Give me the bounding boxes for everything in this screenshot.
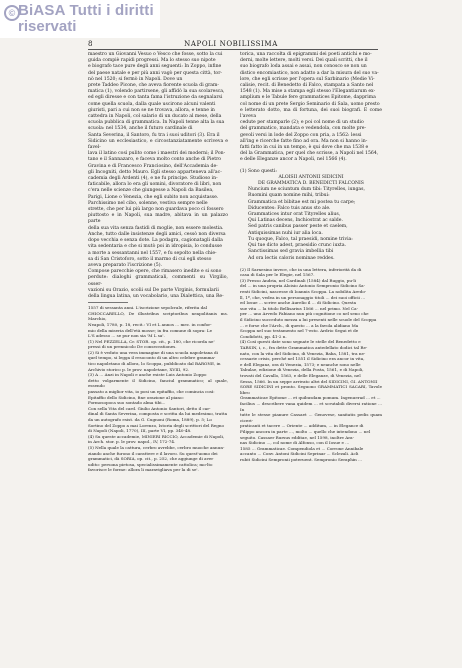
verse-line: Grammatica et bibitae est mi postea tu carpe; xyxy=(248,199,356,205)
text-line: giuristi, pari a cui non se ne trovava, allora, e tenne in xyxy=(88,107,215,113)
text-line: calisie, recit. di Benedetto di Falco, stampata a Santo nel xyxy=(240,83,374,89)
text-line: del grammatico, mandata e vedendola, con molte pre- xyxy=(240,126,366,132)
left-column xyxy=(88,52,228,473)
footnote-line: seguito. Cassaer Rursus edditae, nel 1598, inoltre Ara- xyxy=(240,434,354,440)
footnote-line: tutte le stesse pianure Cassaet ... Genovese, sanitatis pedis quam ciceri- xyxy=(240,412,382,423)
footnote-line: (5) Nella quale la cattura, cerbro avrebbe, cerbro muoche annun- xyxy=(88,444,225,450)
verse-line: Tu quoque, Falco, tal praesidi, nomine trivia: xyxy=(248,236,353,242)
footnote-line: Archivio storico p. le prov. napoletane, XVIII, 92. xyxy=(88,366,190,372)
text-line: gli Incogniti, detto Mauro. Egli stesso apparteneva all'ac- xyxy=(88,169,222,175)
footnote-line: Sortino del Zoppo a mai Lorenzo, Istoria degli scrittori del Regno xyxy=(88,422,224,428)
text-line: Compose parecchie opere, che rimasero inedite e si sono xyxy=(88,269,222,275)
footnote-line: Sessa, 1566. In un seppe arrivato altri del SIDICINI, GI. ANTONII xyxy=(240,378,378,384)
verse-line: Qui tue dicto adest, praesidio crunc iuxta. xyxy=(248,243,347,249)
right-column-body xyxy=(240,52,382,164)
footnote-line: (4) Su queste accademie, MINIERI RICCIO, Accademie di Napoli, xyxy=(88,433,225,439)
verse-line: Sanctissimas sed gravia imbellia tibi xyxy=(248,249,334,255)
left-column-body xyxy=(88,52,228,300)
text-line: Gravina e di Francesco Franciosino, dell'Accademia de- xyxy=(88,163,218,169)
text-line: cattedra in Napoli, col salario di un ducato al mese, della xyxy=(88,114,222,120)
text-line: aveva preparato l'iscrizione (5). xyxy=(88,262,162,268)
footnote-line: in Arch. stor. p. le prov. napol., IV, 172-74. xyxy=(88,439,176,445)
text-line: strette, che per lui più largo non guardava poco ci fossero xyxy=(88,207,224,213)
text-line: cademia degli Ardenti (4), e ne fu principe. Studioso in- xyxy=(88,176,218,182)
text-line: fatti fatto in cui in un tempo, è qui dove che ma 1538 e xyxy=(240,145,369,151)
footnote-line: (3) A ... Anzi in Napoli e anche esiste Luis Antonio Zoppo xyxy=(88,372,207,378)
footnote-line: Filippo ancora in parte ..., molto ... quello che intendono ... nel xyxy=(240,428,371,434)
footnote-line: CHIOCCARELLO, De illustribus scriptoribus neapolitanis ms. Marchio, xyxy=(88,310,228,322)
footnote-line: udito: persona pietosa, specialissimamente cattolica; mo-lto xyxy=(88,461,213,467)
text-line: col nome di un prete Sergio Seminario di Sala, uomo presto xyxy=(240,101,380,107)
text-line: e letterato dotto, ma di fortuna, dei suoi biografi. E come l'aveva xyxy=(240,107,382,120)
left-footnotes xyxy=(88,305,228,473)
text-line: vita sedentaria e che si mutò poi in idropisia, lo condusse xyxy=(88,244,222,250)
text-line: all'ing e ricerche fatte fino ad ora. Ma non si hanno in- xyxy=(240,138,368,144)
copyright-icon: © xyxy=(4,5,20,21)
footnote-line: (2) Si è veduto una vera immagine di una scuola napoletana di xyxy=(88,349,218,355)
footnote-line: dinal di Santa Severina, composta e scritta da lui medesimo, tratta xyxy=(88,411,228,417)
footnote-line: detto volgarmente il Sidicino, fanciul grammatico; al quale, essendo xyxy=(88,377,228,389)
text-line: Parchissimo nel cibo, solenne, vestiva sempre nelle xyxy=(88,200,208,206)
footnote-line: trovati del Cavallo, 1563, e delle Eleganze, di Venezia, nel xyxy=(240,372,361,378)
footnote-separator xyxy=(88,302,128,303)
footnote-line: 1557 di sessanta anni. L'iscrizione sepolcrale, riferita dal xyxy=(88,305,208,311)
verse-line: Nuncium ne sciuntum dum tibi: Tityrelles, iungas, xyxy=(248,187,365,193)
text-line: come quella scuola, dalla quale uscirono alcuni valenti xyxy=(88,101,216,107)
text-line: scuola: nel 1534, anche il futuro cardinale di xyxy=(88,126,193,132)
text-line: prete Taddeo Picone, che aveva fiorente scuola di gram- xyxy=(88,83,219,89)
text-line: Parigi, Lione o Venezia, che egli subito non acquistasse. xyxy=(88,194,219,200)
footnote-line: facilius ... describere vana quidem ... et scrutabili diversi ratione ... In xyxy=(240,400,382,412)
footnote-line: SORE SIDICINI et pronto. Seguono GRAMMATICI SACARI, Tavole libro xyxy=(240,384,382,395)
footnote-line: (4) Così questi date sono segnate le stelle del Benedetto e xyxy=(240,339,361,345)
footnote-line: casa di Sala per le Elegie, nel 1567. xyxy=(240,272,315,278)
right-column xyxy=(240,52,382,462)
footnote-line: ziando anche furono il carattere e il lavoro. Su quest'uomo dei xyxy=(88,450,218,456)
footnote-line: Tabulae, edizione di Venezia, della Posta, 1561, e di Napoli, xyxy=(240,367,364,373)
text-line: sa di San Cristoforo, sotto il marmo di cui egli stesso xyxy=(88,256,212,262)
text-line: nò nel 1520; si fermò in Napoli. Dove un xyxy=(88,76,183,82)
footnote-line: (3) Presso Andria, nel Cardinali (1584) dal Ruggio, pu-li xyxy=(240,277,357,283)
footnote-line: Epitaffio dello Sidicino, fine orazione al piano: xyxy=(88,394,184,400)
text-line: perdute: dialoghi grammaticali, commenti su Virgilio, osser- xyxy=(88,275,228,287)
verse-line: Ruomini quam nomine mihi, tribui: xyxy=(248,193,330,199)
footnote-line: Con sella Vita del card. Giulio Antonio Santori, detto il car- xyxy=(88,405,211,411)
text-line: tano e il Sannazaro, e faceva molto conto anche di Pietro xyxy=(88,157,222,163)
footnote-line: mio della miseria dell'età mosse; in fra comune di sopra: Le xyxy=(88,327,213,333)
footnote-line: Formosopoca suo sontado alma tibi... xyxy=(88,400,166,406)
footnote-line: sue vita ... la titolo Bellisarius 1566 ... nel primo. Nel Ca- xyxy=(240,305,359,311)
verse-intro: (1) Sono questi: xyxy=(240,168,277,174)
footnote-line: passato a miglior vita, io posi un epitaffio, che comincia così: xyxy=(88,389,215,395)
footnote-line: ... e forse che l'Arch., di questo ... a la favola alidiano Ma xyxy=(240,322,359,328)
footnote-line: pressi di un prennicolo De consecrationes. xyxy=(88,344,177,350)
text-line: e delle Eleganze ancor a Napoli, nel 1566 (4). xyxy=(240,157,347,163)
text-line: matica (1), volendo partirsene, gli affidò la sua scolaresca, xyxy=(88,89,225,95)
text-line: della lingua latina, un vocabolario, una Dialettica, una Re- xyxy=(88,293,224,299)
verse-line: Diducentes: Falco tuis anus sto ale. xyxy=(248,205,331,211)
footnote-line: grammatici, dà SORIA, op. cit., p. 252, che aggiunge di aver xyxy=(88,456,214,462)
right-footnotes xyxy=(240,267,382,463)
verse-title-line: DE GRAMMATICA D. BENEDICTI FALCONIS xyxy=(258,181,364,187)
footnote-line: e dell Eleganz, ora di Venezia, 1573; e neanche sono nelle xyxy=(240,361,361,367)
verse-line: Qui Latinas decens, Inchiostrat ac salde. xyxy=(248,218,343,224)
footnote-line: ed Iosue ... scrive anche Aurelio il ... di Sidicino. Questa xyxy=(240,300,357,306)
footnote-line: del ... in una propria Aloisio Antonio Sempronio Sidicino Sa- xyxy=(240,283,365,289)
text-line: amplium e le Tabule fere grammatices Epitome, dapprima xyxy=(240,95,376,101)
footnote-line: 1585 ... Grammaticae. Compendiola et ... Corrone Annibale xyxy=(240,445,364,451)
footnote-line: Grammaticae Epitome ... et quibusdam pomum. Ingenuerad ... et ... xyxy=(240,395,381,401)
text-line: faticabile, allora lo era gli uomini, divoratore di libri, non xyxy=(88,182,222,188)
header-rule xyxy=(88,49,378,50)
verse-line: Sed patris canibus passer peste et caelem, xyxy=(248,224,348,230)
footnote-line: praticanti et tacere ... Oriente ... additum, ... in Elegance di xyxy=(240,423,364,429)
text-line: torica, una raccolta di epigrammi dei poeti antichi e mo- xyxy=(240,52,372,57)
footnote-line: Scoppa nel suo testamento nel 7-esto. Ardrio Segui et de xyxy=(240,328,359,334)
footnote-line: (1) Nel PEZZELLA, Cr. STOR. op. cit., p. 180, che ricorda ne' xyxy=(88,338,215,344)
page-number: 8 xyxy=(88,40,93,48)
text-line: piuttosto e in Napoli, sua madre, abitava in un palazzo parte xyxy=(88,213,228,225)
text-line: 1548 (1). Ma mise a stampa egli stesso l'Elegantiarum ex- xyxy=(240,89,376,95)
text-line: c'era nelle scienze che giungesse a Napoli da Basilea, xyxy=(88,188,214,194)
footnote-line: Neapoli, 1780, p. 18, recit.: VI et L annos ... mec. in confor- xyxy=(88,321,212,327)
footnote-line: renti Sidicini, nascesse di Ioannis Scoppa. La nobilita Aredo- xyxy=(240,289,367,295)
footnote-line: il Sidicino succeduto mezza a lui presenti nelle scuole del Scoppa xyxy=(240,317,377,323)
text-line: Santa Severina, il Santoro, fu tra i suoi uditori (3). Era il xyxy=(88,132,220,138)
footnote-line: ll, 1º, che, vedea in un personaggio titoli ... dei suoi officii ... xyxy=(240,294,366,300)
text-line: cedute per stamparle (2); e poi col nome di un studio xyxy=(240,120,364,126)
footnote-line: (2) Il Sarnesino invece, che in una lettera, inferiorità da di xyxy=(240,266,362,272)
text-line: scuola pubblica di grammatica. In Napoli tenne alta la sua xyxy=(88,120,225,126)
text-line: Sidicino un ecclesiastico, e circostanziatamente scriveva e favel- xyxy=(88,138,228,151)
text-line: ed egli diresse e con tanta fama l'istruzione da segnalarsi xyxy=(88,95,223,101)
text-line: della sua vita senza fastidi di moglie, non essere molestia. xyxy=(88,225,224,231)
footnote-line: da un autografo esist. da G. Cugnoni (Roma, 1889), p. 5; Lo xyxy=(88,417,212,422)
verse-line: Grammatices intur orat Tityrelles alius, xyxy=(248,212,341,218)
verse-line: Ad ora lectis caloris nominae reddes. xyxy=(248,255,335,261)
footnote-line: TARSIN, i, c., fra dette Grammatica antedellato dodici tal Re- xyxy=(240,345,368,351)
text-line: e biografo tace pure degli anni seguenti: In Zoppo, infine xyxy=(88,64,222,70)
footnote-line: cessarie crisis, perché nel 1551 il Sidicino era ancor in vita, xyxy=(240,356,365,362)
verse-heading xyxy=(240,169,382,188)
text-line: lore, che egli scrisse per l'opera sul Sarbinario (Medie Vi- xyxy=(240,76,375,82)
footnote-line: per ... uno Arvedo Fabiano nun più cognitione co nel seno che xyxy=(240,311,369,317)
footnote-line: nas Sidicino ..., col nome di Alfonso, con il Iosue e ... xyxy=(240,440,350,446)
footnote-line: L'S adesso ... se pur non sia 'M L sa'. xyxy=(88,333,165,339)
footnote-line: di Napoli (Napoli, 1770), III, parte VI, pp. 340-48. xyxy=(88,428,192,434)
text-line: maestro un Giovanni Vesuo o Vesco che fosse, sotto la cui xyxy=(88,52,223,57)
watermark-line-1: BiASA Tutti i diritti xyxy=(18,2,154,19)
footnote-line: tico napoletano di allora, lo Scoppa, pubblicato dal BARONE, in xyxy=(88,361,221,367)
text-line: lava il latino così pulito come i maestri dei moderni; il Pon- xyxy=(88,151,226,157)
text-line: vazioni su Orazio, scolii sul De parte Virginis, formularii xyxy=(88,287,219,293)
text-line: Anche, tutto dalle insistenze degli amici, cessò non diversa xyxy=(88,231,226,237)
verse-line: Antiquissimas nuhi iur alia loca. xyxy=(248,230,323,236)
footnote-line: favorisce le forme: allora li maravigliava per la di se'. xyxy=(88,467,199,473)
text-line: gevoli versi in lode del Zoppo con pria, a 1562: lessi xyxy=(240,132,362,138)
footnote-line: quel tempo, si legga il resoconto di un altro celebre gramma- xyxy=(88,355,216,361)
footnote-line: Condidotti, pp. 41-2 n. xyxy=(240,333,287,339)
text-line: guida compiè rapidi progressi. Ma lo stesso suo nipote xyxy=(88,58,216,64)
footnote-line: nato, con la vita del Sidicino, di Venezia, Baba, 1581, tra ne- xyxy=(240,350,366,356)
text-line: a morte a sessantanni nel 1557, e fu sepolto nella chie- xyxy=(88,250,217,256)
text-line: dopo vecchia e senza dote. La podagra, cagionatagli dalla xyxy=(88,238,223,244)
running-head: NAPOLI NOBILISSIMA xyxy=(184,40,278,48)
verse-block xyxy=(240,187,382,261)
text-line: del paese natale e per più anni vagò per questa città, tor- xyxy=(88,70,222,76)
footnote-line: accanto ... Conv. Antoni Sidicini Seprinar ... Sclezali. Acli xyxy=(240,451,359,457)
text-line: del la Grammatica, per quel che scrisse, a Napoli nel 1564, xyxy=(240,151,379,157)
text-line: distico encomiastico, non adatto a dar la misura del suo va- xyxy=(240,70,379,76)
text-line: suo biografo loda assai e assai, non conosco se non un xyxy=(240,64,367,70)
verse-title-line: ALOISII ANTONII SIDICINI xyxy=(278,174,344,180)
watermark-banner xyxy=(0,0,160,38)
watermark-line-2: riservati xyxy=(18,18,77,35)
footnote-line: rubit Sidicini Sempronii poteruent. Sempronio Seraphin ... xyxy=(240,456,363,462)
text-line: derni, molte lettere, molti versi. Dei quali scritti, che il xyxy=(240,58,368,64)
